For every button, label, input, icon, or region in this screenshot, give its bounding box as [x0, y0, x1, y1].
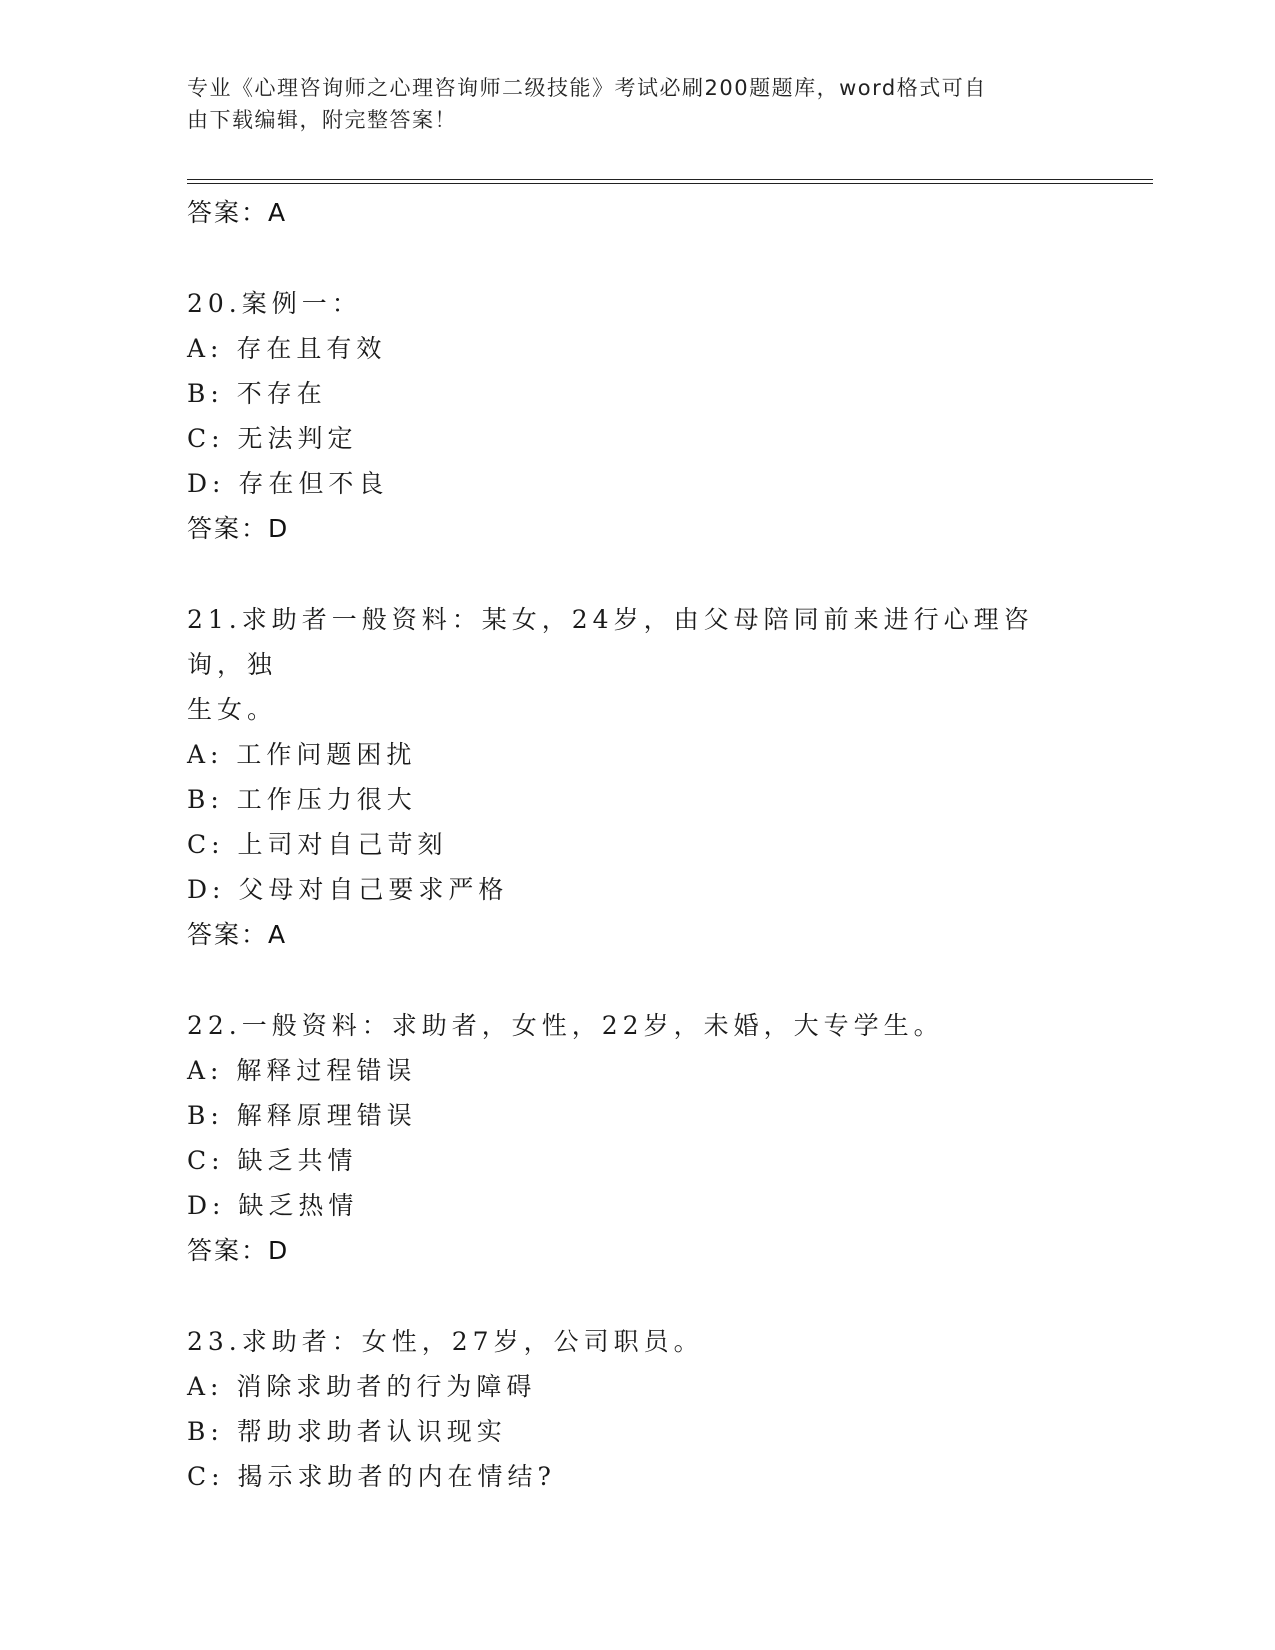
option-a: A: 解释过程错误 — [187, 1056, 417, 1085]
option-b: B: 解释原理错误 — [187, 1101, 417, 1130]
option-b: B: 不存在 — [187, 379, 327, 408]
option-d: D: 存在但不良 — [187, 469, 389, 498]
answer-line: 答案：D — [187, 1236, 290, 1265]
option-c: C: 缺乏共情 — [187, 1146, 358, 1175]
spacer — [187, 957, 1087, 1003]
question-stem-line-2: 生女。 — [187, 695, 278, 724]
question-23 — [187, 1319, 1087, 1499]
question-stem: 23.求助者：女性，27岁，公司职员。 — [187, 1327, 704, 1356]
option-c: C: 上司对自己苛刻 — [187, 830, 448, 859]
question-list — [187, 190, 1087, 1499]
question-stem: 22.一般资料：求助者，女性，22岁，未婚，大专学生。 — [187, 1011, 944, 1040]
option-a: A: 消除求助者的行为障碍 — [187, 1372, 537, 1401]
answer-line: 答案：D — [187, 514, 290, 543]
header-line-2: 由下载编辑，附完整答案！ — [187, 108, 457, 132]
option-b: B: 工作压力很大 — [187, 785, 417, 814]
question-stem-line-1: 21.求助者一般资料：某女，24岁，由父母陪同前来进行心理咨询，独 — [187, 605, 1034, 679]
question-22 — [187, 1003, 1087, 1273]
option-b: B: 帮助求助者认识现实 — [187, 1417, 507, 1446]
spacer — [187, 551, 1087, 597]
option-c: C: 揭示求助者的内在情结? — [187, 1462, 556, 1491]
spacer — [187, 235, 1087, 281]
question-stem: 20.案例一： — [187, 289, 362, 318]
question-20 — [187, 281, 1087, 551]
question-21 — [187, 597, 1087, 957]
option-a: A: 存在且有效 — [187, 334, 387, 363]
spacer — [187, 1273, 1087, 1319]
header-line-1: 专业《心理咨询师之心理咨询师二级技能》考试必刷200题题库，word格式可自 — [187, 76, 987, 100]
answer-line: 答案：A — [187, 198, 288, 227]
header-divider-bottom — [187, 183, 1153, 184]
option-c: C: 无法判定 — [187, 424, 358, 453]
option-a: A: 工作问题困扰 — [187, 740, 417, 769]
header-divider-top — [187, 179, 1153, 180]
option-d: D: 父母对自己要求严格 — [187, 875, 509, 904]
option-d: D: 缺乏热情 — [187, 1191, 359, 1220]
answer-line: 答案：A — [187, 920, 288, 949]
document-header — [187, 72, 1067, 136]
